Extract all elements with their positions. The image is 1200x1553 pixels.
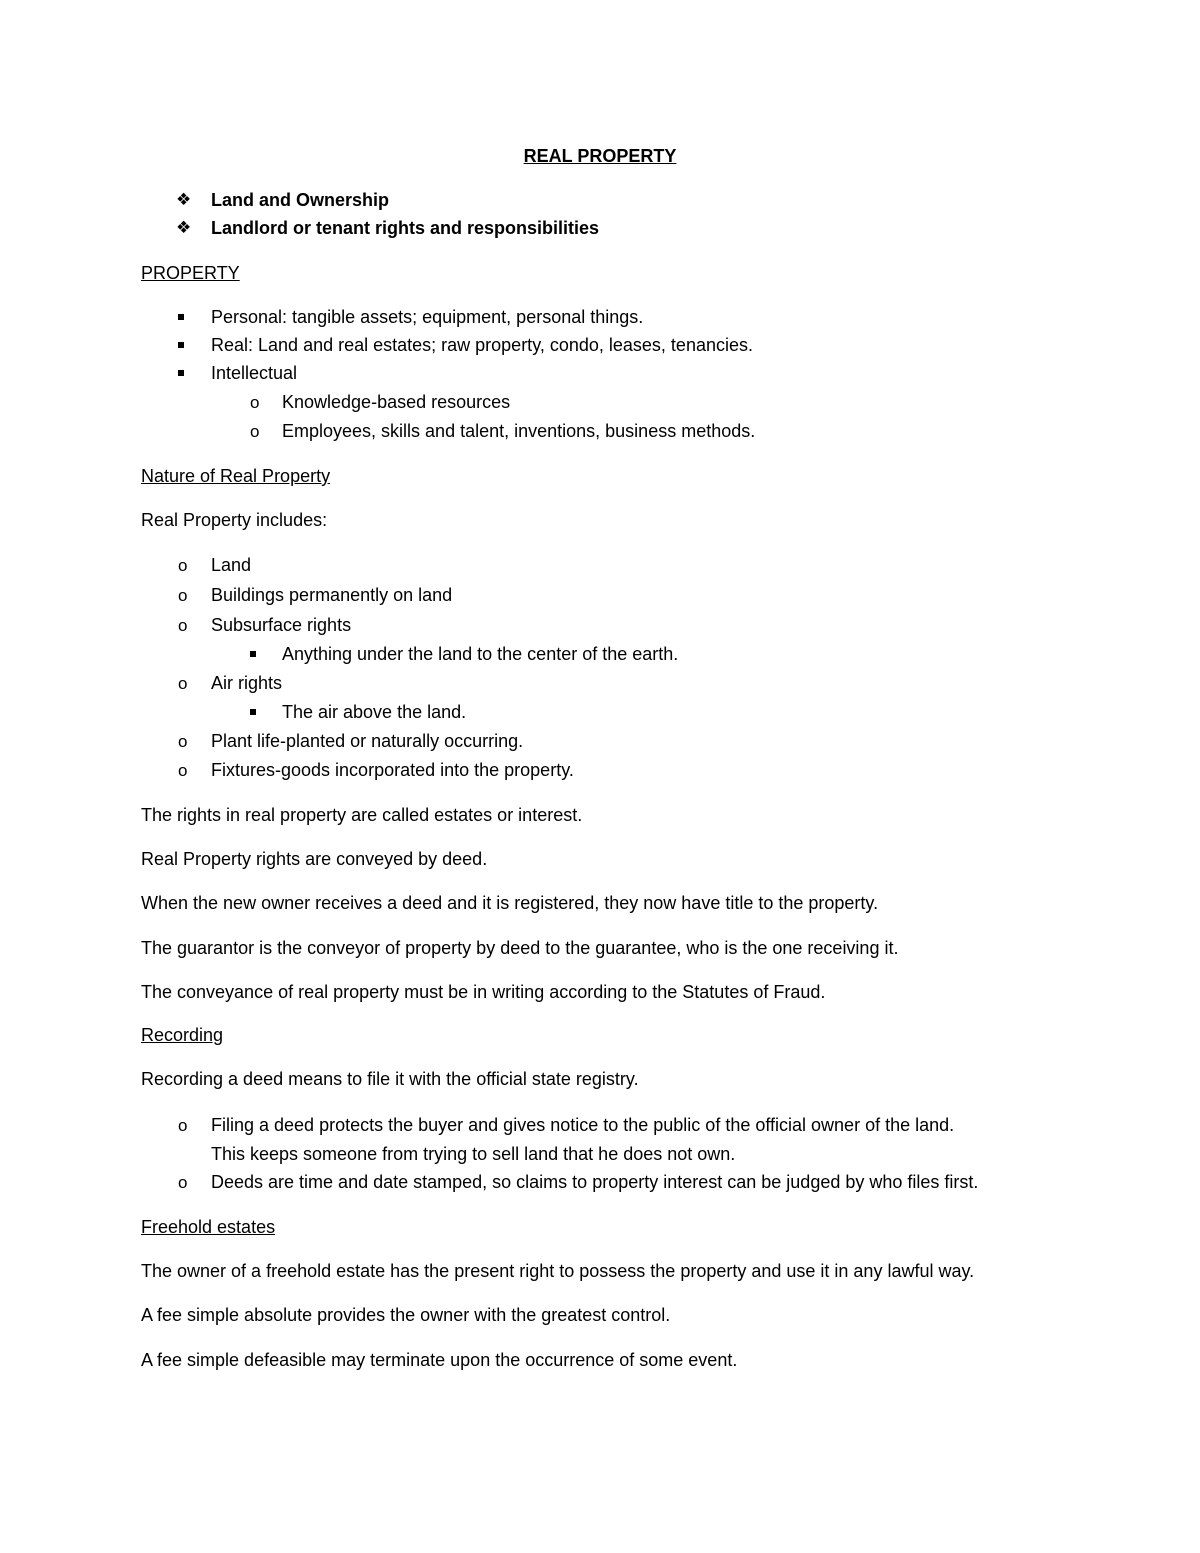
circle-bullet-icon: o	[250, 422, 260, 441]
paragraph: A fee simple absolute provides the owner with the greatest control.	[141, 1305, 671, 1325]
circle-bullet-icon: o	[178, 1116, 188, 1135]
diamond-bullet-icon: ❖	[176, 218, 192, 237]
document-title: REAL PROPERTY	[523, 146, 677, 166]
sub-list-item: Employees, skills and talent, inventions, business methods.	[282, 421, 756, 441]
list-item: Filing a deed protects the buyer and gives notice to the public of the official owner of the land.	[211, 1115, 955, 1135]
paragraph: A fee simple defeasible may terminate upon the occurrence of some event.	[141, 1350, 738, 1370]
section-heading-recording: Recording	[141, 1025, 224, 1045]
square-bullet-icon	[178, 370, 184, 376]
list-item: Plant life-planted or naturally occurring.	[211, 731, 524, 751]
section-heading-nature: Nature of Real Property	[141, 466, 331, 486]
square-bullet-icon	[178, 342, 184, 348]
sub-list-item: Anything under the land to the center of the earth.	[282, 644, 679, 664]
list-item: Personal: tangible assets; equipment, personal things.	[211, 307, 644, 327]
circle-bullet-icon: o	[250, 393, 260, 412]
sub-list-item: Knowledge-based resources	[282, 392, 511, 412]
section-heading-property: PROPERTY	[141, 263, 240, 283]
paragraph: Real Property rights are conveyed by deed.	[141, 849, 488, 869]
square-bullet-icon	[178, 314, 184, 320]
list-item: Subsurface rights	[211, 615, 352, 635]
square-bullet-icon	[250, 651, 256, 657]
circle-bullet-icon: o	[178, 761, 188, 780]
list-item: Fixtures-goods incorporated into the property.	[211, 760, 574, 780]
list-item-continuation: This keeps someone from trying to sell land that he does not own.	[211, 1144, 736, 1164]
circle-bullet-icon: o	[178, 616, 188, 635]
list-item: Land	[211, 555, 252, 575]
list-item: Intellectual	[211, 363, 298, 383]
diamond-bullet-icon: ❖	[176, 190, 192, 209]
list-item: Buildings permanently on land	[211, 585, 453, 605]
square-bullet-icon	[250, 709, 256, 715]
paragraph: The rights in real property are called estates or interest.	[141, 805, 583, 825]
list-item: Real: Land and real estates; raw property, condo, leases, tenancies.	[211, 335, 753, 355]
paragraph: The owner of a freehold estate has the present right to possess the property and use it in any lawful way.	[141, 1261, 975, 1281]
circle-bullet-icon: o	[178, 586, 188, 605]
list-item: Deeds are time and date stamped, so claims to property interest can be judged by who files first.	[211, 1172, 979, 1192]
sub-list-item: The air above the land.	[282, 702, 467, 722]
paragraph: Recording a deed means to file it with the official state registry.	[141, 1069, 639, 1089]
topic-item: Landlord or tenant rights and responsibilities	[211, 218, 600, 238]
list-item: Air rights	[211, 673, 283, 693]
paragraph: The guarantor is the conveyor of property by deed to the guarantee, who is the one receiving it.	[141, 938, 899, 958]
circle-bullet-icon: o	[178, 732, 188, 751]
paragraph: When the new owner receives a deed and it is registered, they now have title to the property.	[141, 893, 879, 913]
section-heading-freehold: Freehold estates	[141, 1217, 276, 1237]
circle-bullet-icon: o	[178, 674, 188, 693]
circle-bullet-icon: o	[178, 556, 188, 575]
paragraph: The conveyance of real property must be in writing according to the Statutes of Fraud.	[141, 982, 826, 1002]
topic-item: Land and Ownership	[211, 190, 390, 210]
circle-bullet-icon: o	[178, 1173, 188, 1192]
paragraph: Real Property includes:	[141, 510, 328, 530]
